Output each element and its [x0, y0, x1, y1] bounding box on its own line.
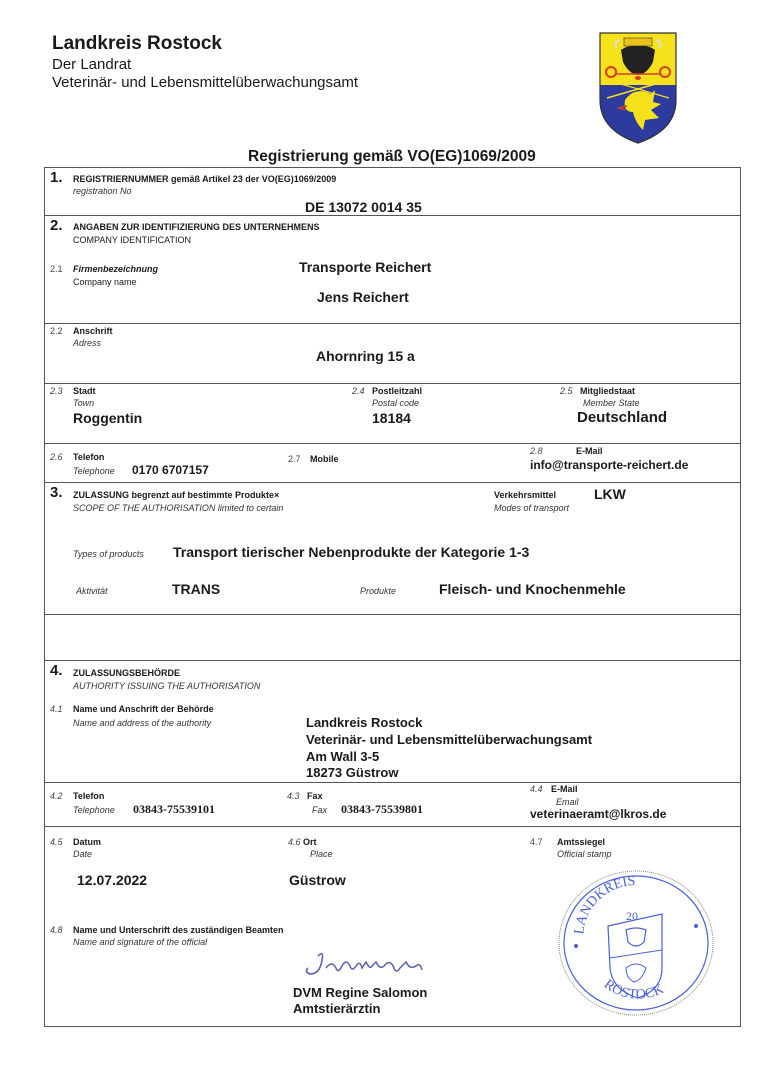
date-label: Datum: [73, 837, 102, 847]
phone-label: Telefon: [73, 452, 105, 462]
authority-label: ZULASSUNGSBEHÖRDE: [73, 668, 181, 678]
authority-phone-value: 03843-75539101: [133, 802, 215, 816]
field-number: 2.3: [50, 386, 63, 396]
divider: [44, 826, 741, 827]
field-number: 2.2: [50, 326, 63, 336]
activity-value: TRANS: [172, 581, 221, 597]
official-label-en: Name and signature of the official: [73, 937, 208, 947]
divider: [44, 782, 741, 783]
field-number: 4.7: [530, 837, 543, 847]
mobile-label: Mobile: [310, 454, 339, 464]
town-value: Roggentin: [73, 410, 143, 426]
address-value: Ahornring 15 a: [316, 348, 415, 364]
org-title: Landkreis Rostock: [52, 33, 222, 54]
member-state-label: Mitgliedstaat: [580, 386, 636, 396]
scope-label: ZULASSUNG begrenzt auf bestimmte Produkte×: [73, 490, 280, 500]
signature: [300, 948, 430, 984]
transport-value: LKW: [594, 486, 626, 502]
company-name-value: Transporte Reichert: [299, 259, 432, 275]
form-title: Registrierung gemäß VO(EG)1069/2009: [248, 148, 536, 165]
authority-fax-value: 03843-75539801: [341, 802, 423, 816]
field-number: 2.7: [288, 454, 301, 464]
authority-line-4: 18273 Güstrow: [306, 765, 399, 780]
field-number: 4.5: [50, 837, 63, 847]
place-value: Güstrow: [289, 872, 346, 888]
phone-value: 0170 6707157: [132, 463, 209, 477]
authority-email-value: veterinaeramt@lkros.de: [530, 807, 667, 821]
date-value: 12.07.2022: [77, 872, 148, 888]
types-of-products-label: Types of products: [73, 549, 144, 559]
svg-text:20: 20: [626, 909, 638, 923]
email-value: info@transporte-reichert.de: [530, 458, 689, 472]
authority-fax-label: Fax: [307, 791, 323, 801]
registration-number: DE 13072 0014 35: [305, 199, 422, 215]
transport-label-en: Modes of transport: [494, 503, 570, 513]
field-number: 4.2: [50, 791, 63, 801]
authority-label-en: AUTHORITY ISSUING THE AUTHORISATION: [73, 681, 261, 691]
divider: [44, 614, 741, 615]
products-label: Produkte: [360, 586, 397, 596]
org-subtitle: Der Landrat: [52, 56, 132, 73]
field-number: 4.3: [287, 791, 300, 801]
divider: [44, 443, 741, 444]
divider: [44, 323, 741, 324]
field-number: 2.8: [530, 446, 543, 456]
stamp-label-en: Official stamp: [557, 849, 612, 859]
address-label-en: Adress: [73, 338, 102, 348]
company-name-label-en: Company name: [73, 277, 137, 287]
official-label: Name und Unterschrift des zuständigen Beamten: [73, 925, 284, 935]
divider: [44, 383, 741, 384]
authority-line-1: Landkreis Rostock: [306, 715, 423, 730]
field-number: 2.5: [560, 386, 573, 396]
products-value: Fleisch- und Knochenmehle: [439, 581, 626, 597]
place-label-en: Place: [310, 849, 333, 859]
phone-label-en: Telephone: [73, 466, 115, 476]
field-number: 4.8: [50, 925, 63, 935]
company-identification-label: ANGABEN ZUR IDENTIFIZIERUNG DES UNTERNEHMENS: [73, 222, 320, 232]
section-1-number: 1.: [50, 169, 63, 186]
company-owner-value: Jens Reichert: [317, 289, 409, 305]
activity-label: Aktivität: [76, 586, 108, 596]
authority-email-label-en: Email: [556, 797, 579, 807]
section-2-number: 2.: [50, 217, 63, 234]
official-name: DVM Regine Salomon: [293, 985, 428, 1000]
member-state-value: Deutschland: [577, 409, 668, 426]
divider: [44, 482, 741, 483]
divider: [44, 660, 741, 661]
field-number: 4.1: [50, 704, 63, 714]
authority-line-3: Am Wall 3-5: [306, 749, 380, 764]
authority-email-label: E-Mail: [551, 784, 578, 794]
coat-of-arms-icon: [597, 30, 679, 146]
transport-label: Verkehrsmittel: [494, 490, 557, 500]
authority-name-label-en: Name and address of the authority: [73, 718, 212, 728]
company-name-label: Firmenbezeichnung: [73, 264, 159, 274]
authority-phone-label-en: Telephone: [73, 805, 115, 815]
stamp-label: Amtssiegel: [557, 837, 606, 847]
postal-code-value: 18184: [372, 410, 411, 426]
authority-phone-label: Telefon: [73, 791, 105, 801]
section-3-number: 3.: [50, 484, 63, 501]
place-label: Ort: [303, 837, 317, 847]
field-number: 4.4: [530, 784, 543, 794]
authority-line-2: Veterinär- und Lebensmittelüberwachungsamt: [306, 732, 593, 747]
registration-label-en: registration No: [73, 186, 132, 196]
email-label: E-Mail: [576, 446, 603, 456]
svg-text:ROSTOCK: ROSTOCK: [600, 977, 667, 1003]
field-number: 2.6: [50, 452, 63, 462]
field-number: 4.6: [288, 837, 301, 847]
svg-text:LANDKREIS: LANDKREIS: [572, 873, 636, 936]
org-department: Veterinär- und Lebensmittelüberwachungsamt: [52, 74, 359, 91]
authority-fax-label-en: Fax: [312, 805, 328, 815]
company-identification-label-en: COMPANY IDENTIFICATION: [73, 235, 192, 245]
date-label-en: Date: [73, 849, 93, 859]
address-label: Anschrift: [73, 326, 113, 336]
divider: [44, 215, 741, 216]
official-stamp-icon: [556, 868, 716, 1018]
field-number: 2.1: [50, 264, 63, 274]
types-of-products-value: Transport tierischer Nebenprodukte der Kategorie 1-3: [173, 544, 530, 560]
town-label-en: Town: [73, 398, 95, 408]
scope-label-en: SCOPE OF THE AUTHORISATION limited to certain: [73, 503, 284, 513]
registration-label: REGISTRIERNUMMER gemäß Artikel 23 der VO(EG)1069/2009: [73, 174, 337, 184]
member-state-label-en: Member State: [583, 398, 640, 408]
postal-code-label-en: Postal code: [372, 398, 420, 408]
official-title: Amtstierärztin: [293, 1001, 381, 1016]
postal-code-label: Postleitzahl: [372, 386, 423, 396]
town-label: Stadt: [73, 386, 96, 396]
authority-name-label: Name und Anschrift der Behörde: [73, 704, 214, 714]
field-number: 2.4: [352, 386, 365, 396]
section-4-number: 4.: [50, 662, 63, 679]
